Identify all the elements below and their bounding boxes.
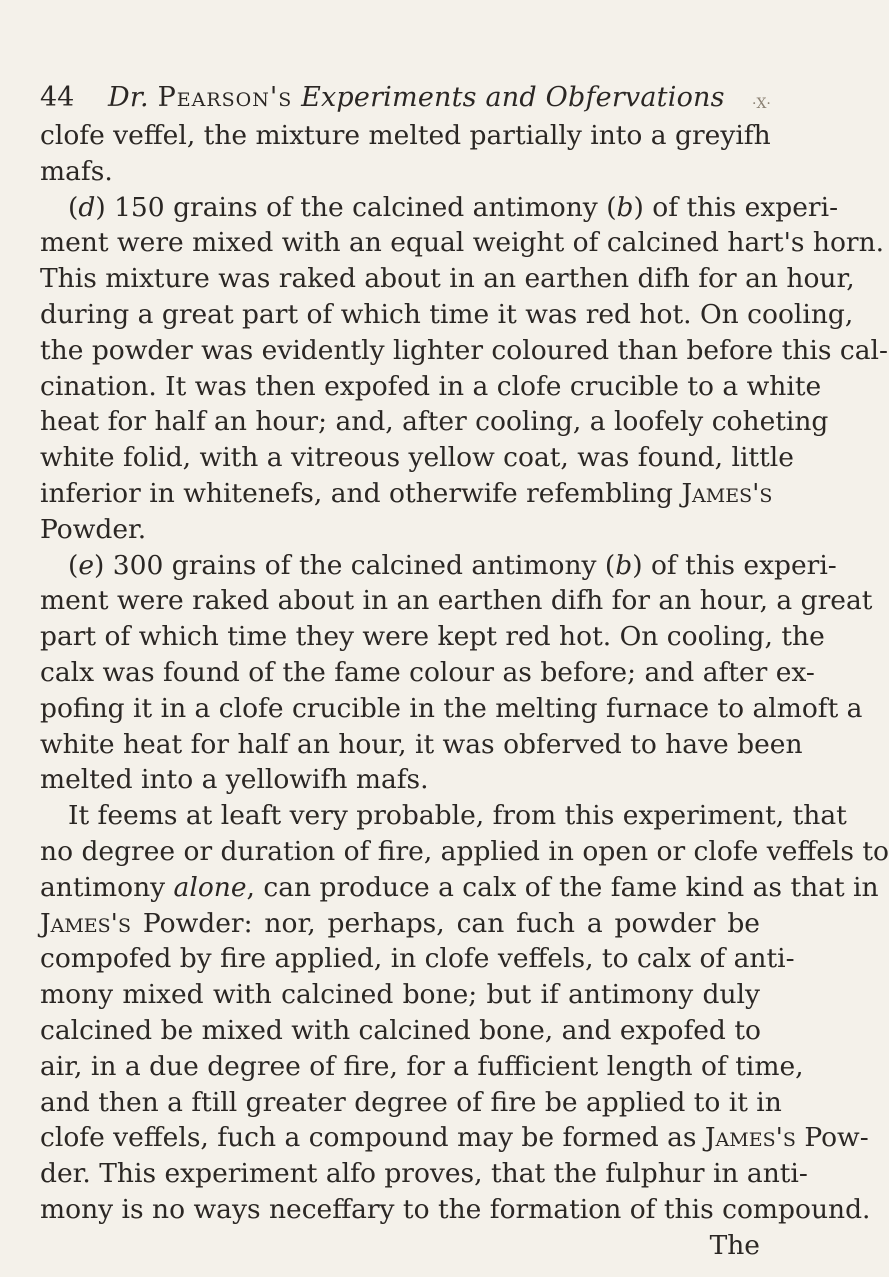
body-text bbox=[40, 118, 889, 1264]
text-line bbox=[40, 798, 847, 834]
text-line bbox=[40, 369, 822, 405]
text-line bbox=[40, 1192, 871, 1228]
line-text: air, in a due degree of fire, for a fufficient length of time, bbox=[40, 1050, 804, 1082]
line-text: inferior in whitenefs, and otherwife refembling bbox=[40, 477, 682, 509]
line-text: white heat for half an hour, it was obferved to have been bbox=[40, 728, 803, 760]
small-caps-text: James's bbox=[40, 907, 131, 939]
text-line bbox=[40, 1085, 782, 1121]
line-text: compofed by fire applied, in clofe veffels, to calx of anti- bbox=[40, 943, 795, 975]
line-text: mafs. bbox=[40, 155, 113, 187]
page-number: 44 bbox=[40, 82, 75, 113]
line-text: der. This experiment alfo proves, that the fulphur in anti- bbox=[40, 1158, 808, 1190]
text-line bbox=[40, 1228, 760, 1264]
line-text: ( bbox=[68, 191, 79, 223]
line-text: Powder. bbox=[40, 513, 147, 545]
line-text: This mixture was raked about in an earthen difh for an hour, bbox=[40, 263, 855, 295]
text-line bbox=[40, 225, 885, 261]
line-text: , can produce a calx of the fame kind as that in bbox=[246, 871, 879, 903]
italic-text: b bbox=[616, 191, 634, 223]
text-line bbox=[40, 190, 839, 226]
line-text: Pow- bbox=[795, 1122, 869, 1154]
line-text: part of which time they were kept red hot. On cooling, the bbox=[40, 621, 825, 653]
text-line bbox=[40, 906, 760, 942]
line-text: ( bbox=[68, 549, 79, 581]
line-text: ment were raked about in an earthen difh for an hour, a great bbox=[40, 585, 873, 617]
text-line bbox=[40, 118, 771, 154]
italic-text: alone bbox=[173, 871, 247, 903]
text-line bbox=[40, 1013, 760, 1049]
line-text: pofing it in a clofe crucible in the melting furnace to almoft a bbox=[40, 692, 863, 724]
text-line bbox=[40, 476, 773, 512]
text-line bbox=[40, 512, 760, 548]
line-text: ) of this experi- bbox=[632, 549, 837, 581]
line-text: melted into a yellowifh mafs. bbox=[40, 764, 429, 796]
text-line bbox=[40, 834, 889, 870]
text-line bbox=[40, 333, 888, 369]
text-line bbox=[40, 154, 760, 190]
text-line bbox=[40, 870, 879, 906]
running-title-prefix: Dr. bbox=[108, 82, 158, 113]
line-text: heat for half an hour; and, after cooling, a loofely coheting bbox=[40, 406, 829, 438]
text-line bbox=[40, 1049, 804, 1085]
text-line bbox=[40, 548, 837, 584]
line-text: mony mixed with calcined bone; but if antimony duly bbox=[40, 979, 760, 1011]
line-text: calx was found of the fame colour as before; and after ex- bbox=[40, 656, 815, 688]
line-text: the powder was evidently lighter coloured than before this cal- bbox=[40, 334, 888, 366]
text-line bbox=[40, 977, 760, 1013]
page-header bbox=[40, 78, 771, 118]
text-line bbox=[40, 691, 863, 727]
line-text: no degree or duration of fire, applied in open or clofe veffels to bbox=[40, 835, 889, 867]
text-line bbox=[40, 941, 795, 977]
running-title bbox=[108, 78, 725, 118]
line-text: ) 150 grains of the calcined antimony ( bbox=[95, 191, 617, 223]
corner-mark: ·X· bbox=[752, 96, 771, 112]
line-text: during a great part of which time it was red hot. On cooling, bbox=[40, 298, 854, 330]
text-line bbox=[40, 404, 829, 440]
small-caps-text: James's bbox=[704, 1122, 796, 1154]
line-text: clofe veffel, the mixture melted partially into a greyifh bbox=[40, 120, 771, 151]
italic-text: b bbox=[615, 549, 633, 581]
line-text: The bbox=[709, 1229, 760, 1261]
running-title-author: Pearson's bbox=[157, 82, 293, 113]
line-text: mony is no ways neceffary to the formation of this compound. bbox=[40, 1193, 871, 1225]
line-text: calcined be mixed with calcined bone, and expofed to bbox=[40, 1014, 761, 1046]
text-line bbox=[40, 440, 794, 476]
text-line bbox=[40, 583, 873, 619]
line-text: clofe veffels, fuch a compound may be formed as bbox=[40, 1122, 705, 1154]
running-title-rest: Experiments and Obfervations bbox=[292, 82, 725, 113]
text-line bbox=[40, 297, 854, 333]
small-caps-text: James's bbox=[681, 477, 773, 509]
line-text: ) 300 grains of the calcined antimony ( bbox=[94, 549, 616, 581]
text-line bbox=[40, 727, 803, 763]
text-line bbox=[40, 1120, 869, 1156]
text-line bbox=[40, 1156, 808, 1192]
line-text: white folid, with a vitreous yellow coat, was found, little bbox=[40, 442, 794, 474]
text-line bbox=[40, 762, 760, 798]
text-line bbox=[40, 655, 815, 691]
line-text: cination. It was then expofed in a clofe crucible to a white bbox=[40, 370, 822, 402]
text-line bbox=[40, 619, 825, 655]
line-text: antimony bbox=[40, 871, 174, 903]
line-text: and then a ftill greater degree of fire be applied to it in bbox=[40, 1086, 782, 1118]
italic-text: e bbox=[78, 549, 95, 581]
italic-text: d bbox=[78, 191, 96, 223]
line-text: Powder: nor, perhaps, can fuch a powder be bbox=[131, 907, 760, 939]
line-text: It feems at leaft very probable, from this experiment, that bbox=[68, 800, 847, 832]
line-text: ment were mixed with an equal weight of calcined hart's horn. bbox=[40, 227, 885, 259]
text-line bbox=[40, 261, 855, 297]
line-text: ) of this experi- bbox=[633, 191, 839, 223]
